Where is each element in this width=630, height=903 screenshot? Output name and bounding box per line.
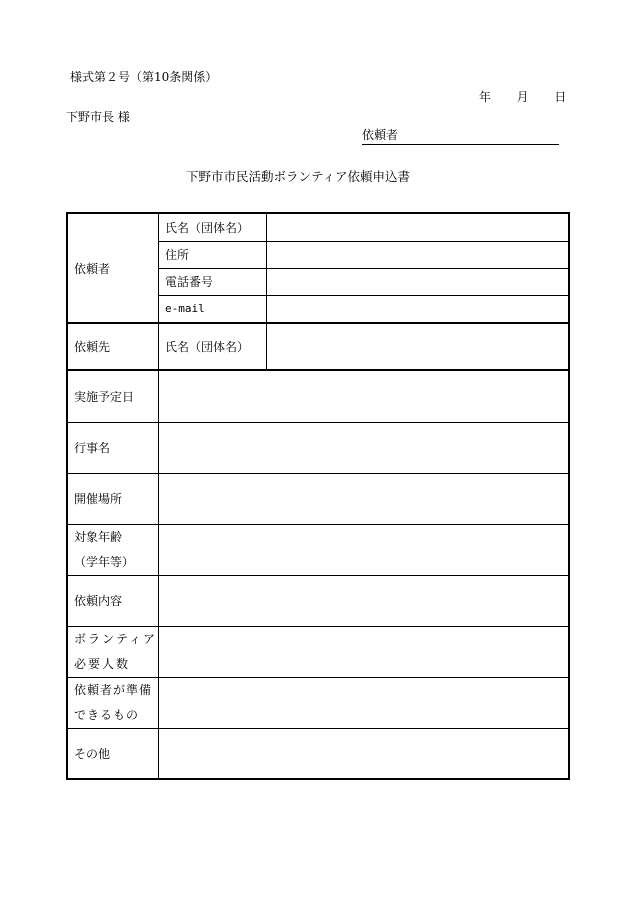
application-form-table xyxy=(66,212,570,780)
venue-label: 開催場所 xyxy=(74,492,123,506)
requester-phone-label: 電話番号 xyxy=(165,275,214,289)
requester-section-label-text: 依頼者 xyxy=(74,261,111,276)
request-to-section-label-text: 依頼先 xyxy=(74,340,111,354)
requester-provides-label-line2: できるもの xyxy=(74,707,140,722)
addressee: 下野市長 様 xyxy=(66,110,130,124)
request-content-field[interactable] xyxy=(159,575,568,626)
requester-signature-line[interactable] xyxy=(362,126,559,145)
date-line xyxy=(479,88,566,105)
requester-name-label: 氏名（団体名） xyxy=(165,221,250,235)
requester-address-field[interactable] xyxy=(267,241,568,268)
volunteers-needed-field[interactable] xyxy=(159,626,568,677)
request-to-name-label: 氏名（団体名） xyxy=(165,340,250,354)
request-content-label: 依頼内容 xyxy=(74,594,123,608)
other-field[interactable] xyxy=(159,728,568,778)
scheduled-date-field[interactable] xyxy=(159,371,568,421)
target-age-label xyxy=(68,524,158,575)
event-name-label: 行事名 xyxy=(74,441,111,455)
other-label: その他 xyxy=(74,746,111,761)
event-name-field[interactable] xyxy=(159,422,568,473)
requester-address-label: 住所 xyxy=(165,248,190,262)
date-year[interactable]: 年 xyxy=(479,90,492,104)
venue-field[interactable] xyxy=(159,473,568,524)
requester-phone-field[interactable] xyxy=(267,268,568,295)
date-day[interactable]: 日 xyxy=(554,90,567,104)
target-age-label-line2: （学年等） xyxy=(74,554,135,569)
volunteers-needed-label xyxy=(68,626,158,677)
requester-signature-label: 依頼者 xyxy=(362,128,399,142)
request-to-name-field[interactable] xyxy=(267,324,568,369)
volunteers-needed-label-line1: ボランティア xyxy=(74,631,158,646)
requester-section-label xyxy=(68,214,158,322)
requester-provides-label-line1: 依頼者が準備 xyxy=(74,682,153,697)
target-age-field[interactable] xyxy=(159,524,568,575)
date-month[interactable]: 月 xyxy=(516,90,529,104)
target-age-label-line1: 対象年齢 xyxy=(74,529,123,544)
requester-name-field[interactable] xyxy=(267,214,568,241)
scheduled-date-label: 実施予定日 xyxy=(74,389,135,404)
document-title: 下野市市民活動ボランティア依頼申込書 xyxy=(186,169,411,184)
volunteers-needed-label-line2: 必要人数 xyxy=(74,656,131,671)
request-to-section-label xyxy=(68,324,158,369)
requester-email-label: e-mail xyxy=(165,302,205,315)
form-number: 様式第２号（第10条関係） xyxy=(70,70,218,84)
requester-provides-field[interactable] xyxy=(159,677,568,728)
requester-provides-label xyxy=(68,677,158,728)
requester-email-field[interactable] xyxy=(267,295,568,322)
